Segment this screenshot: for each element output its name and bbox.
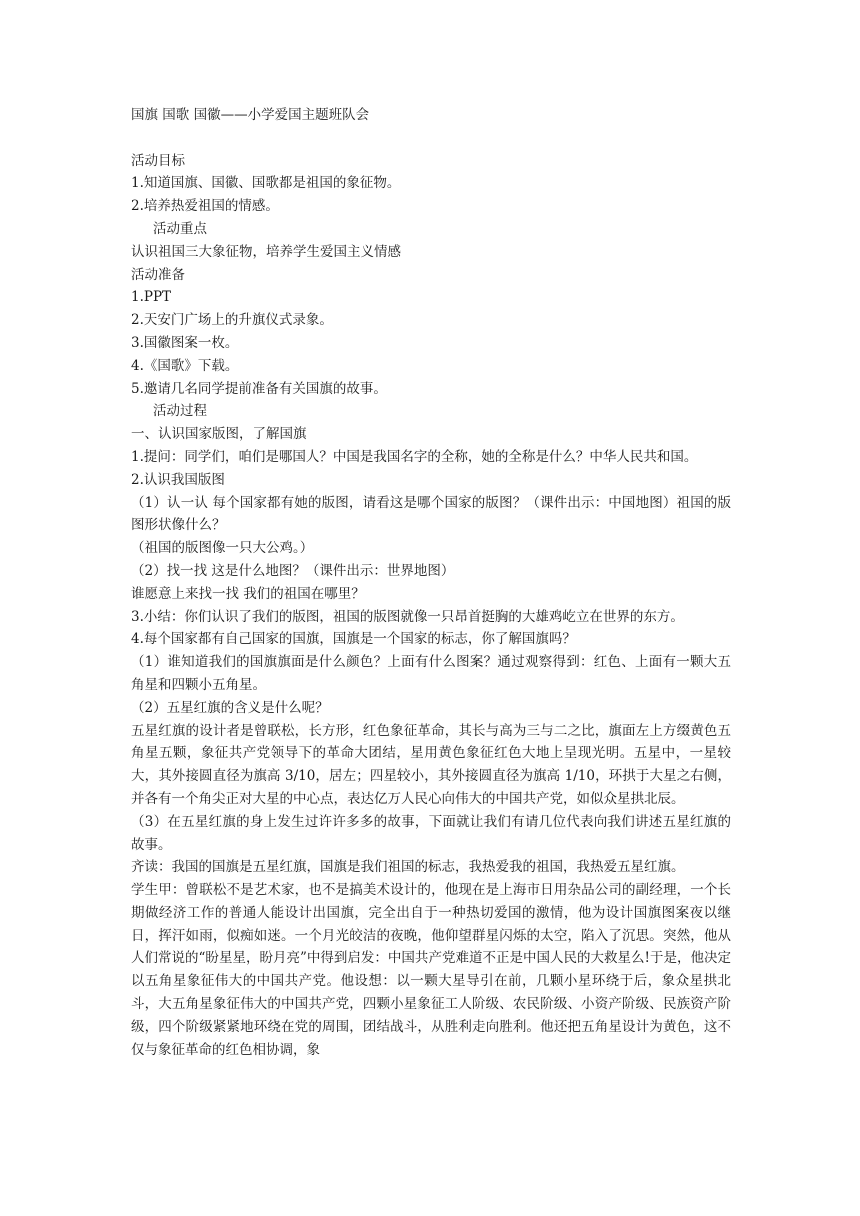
paragraph: 2.天安门广场上的升旗仪式录象。 (131, 312, 333, 329)
paragraph: 5.邀请几名同学提前准备有关国旗的故事。 (131, 380, 387, 397)
paragraph: （2）五星红旗的含义是什么呢？ (131, 699, 329, 716)
paragraph: 2.培养热爱祖国的情感。 (131, 198, 279, 215)
paragraph: 齐读：我国的国旗是五星红旗，国旗是我们祖国的标志，我热爱我的祖国，我热爱五星红旗。 (131, 859, 685, 876)
paragraph: （祖国的版图像一只大公鸡。） (131, 540, 314, 557)
paragraph: 1.PPT (131, 289, 172, 306)
paragraph: （3）在五星红旗的身上发生过许许多多的故事，下面就让我们有请几位代表向我们讲述五星红旗的故事。 (131, 813, 731, 853)
paragraph: 2.认识我国版图 (131, 471, 225, 488)
blank-line (131, 127, 731, 150)
paragraph: 学生甲：曾联松不是艺术家，也不是搞美术设计的，他现在是上海市日用杂品公司的副经理，一个长期做经济工作的普通人能设计出国旗，完全出自于一种热切爱国的激情，他为设计国旗图案夜以继日，挥汗如雨，似痴如迷。一个月光皎洁的夜晚，他仰望群星闪烁的太空，陷入了沉思。突然，他从人们常说的“盼星星，盼月亮”中得到启发：中国共产党难道不正是中国人民的大救星么!于是，他决定以五角星象征伟大的中国共产党。他设想：以一颗大星导引在前，几颗小星环绕于后，象众星拱北斗，大五角星象征伟大的中国共产党，四颗小星象征工人阶级、农民阶级、小资产阶级、民族资产阶级，四个阶级紧紧地环绕在党的周围，团结战斗，从胜利走向胜利。他还把五角星设计为黄色，这不仅与象征革命的红色相协调，象 (131, 882, 731, 1058)
paragraph: 五星红旗的设计者是曾联松，长方形，红色象征革命，其长与高为三与二之比，旗面左上方缀黄色五角星五颗，象征共产党领导下的革命大团结，星用黄色象征红色大地上呈现光明。五星中，一星较大，其外接圆直径为旗高 3/10，居左；四星较小，其外接圆直径为旗高 1/10，环拱于大星之右侧，并各有一个角尖正对大星的中心点，表达亿万人民心向伟大的中国共产党，如似众星拱北辰。 (131, 722, 731, 807)
paragraph: 3.国徽图案一枚。 (131, 334, 239, 351)
paragraph: 一、认识国家版图，了解国旗 (131, 426, 307, 443)
paragraph: 活动过程 (153, 403, 207, 420)
document-title: 国旗 国歌 国徽——小学爱国主题班队会 (131, 107, 370, 123)
paragraph: 3.小结：你们认识了我们的版图，祖国的版图就像一只昂首挺胸的大雄鸡屹立在世界的东方。 (131, 608, 684, 625)
paragraph: 1.知道国旗、国徽、国歌都是祖国的象征物。 (131, 175, 401, 192)
paragraph: 活动准备 (131, 266, 185, 283)
paragraph: 4.每个国家都有自己国家的国旗，国旗是一个国家的标志，你了解国旗吗？ (131, 631, 576, 648)
document-body (131, 104, 731, 1061)
paragraph: 活动目标 (131, 152, 185, 169)
paragraph: （2）找一找 这是什么地图？（课件出示：世界地图） (131, 562, 455, 579)
paragraph: 4.《国歌》下载。 (131, 357, 239, 374)
paragraph: 认识祖国三大象征物，培养学生爱国主义情感 (131, 243, 401, 260)
paragraph: 1.提问：同学们，咱们是哪国人？中国是我国名字的全称，她的全称是什么？中华人民共和国。 (131, 448, 698, 465)
paragraph: （1）谁知道我们的国旗旗面是什么颜色？上面有什么图案？通过观察得到：红色、上面有一颗大五角星和四颗小五角星。 (131, 654, 731, 693)
paragraph: 活动重点 (153, 220, 207, 237)
paragraph: （1）认一认 每个国家都有她的版图，请看这是哪个国家的版图？（课件出示：中国地图）祖国的版图形状像什么？ (131, 494, 731, 534)
paragraph: 谁愿意上来找一找 我们的祖国在哪里？ (131, 585, 365, 602)
